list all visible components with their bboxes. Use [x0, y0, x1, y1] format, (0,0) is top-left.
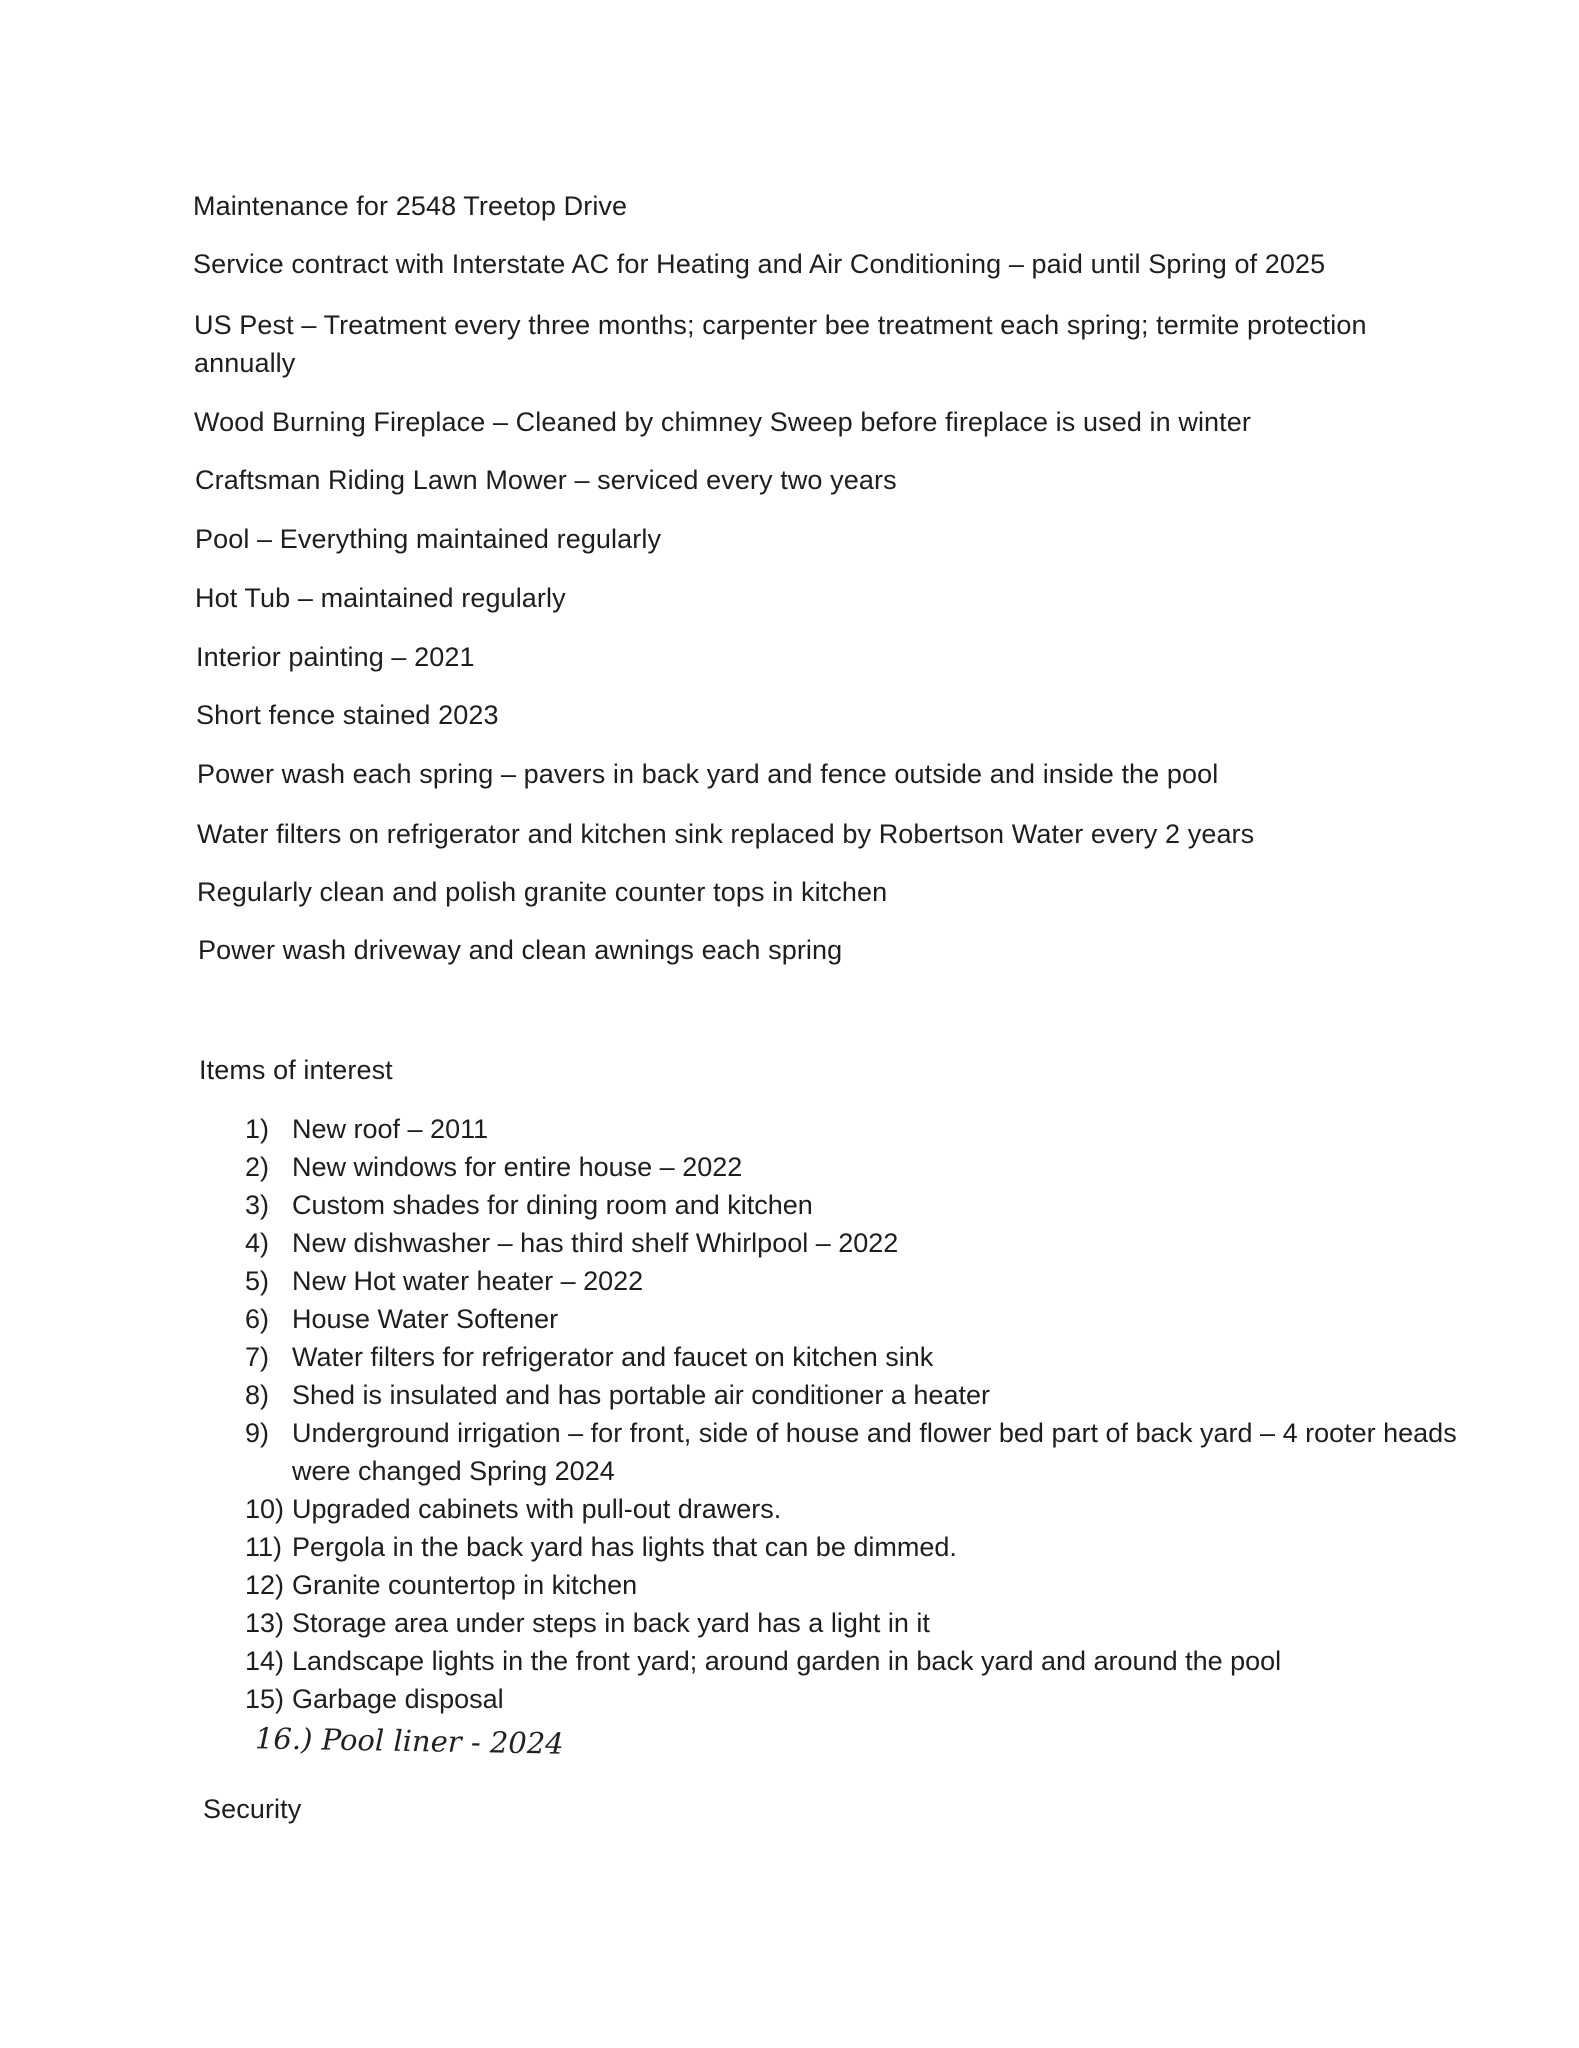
list-text: Water filters for refrigerator and faucet on kitchen sink: [292, 1342, 934, 1372]
maintenance-item: Hot Tub – maintained regularly: [195, 583, 566, 613]
list-number: 12): [245, 1570, 285, 1600]
list-number: 15): [245, 1684, 285, 1714]
maintenance-item: Short fence stained 2023: [196, 700, 499, 730]
handwritten-note: 16.) Pool liner - 2024: [254, 1721, 564, 1761]
list-text: Storage area under steps in back yard has a light in it: [292, 1608, 930, 1638]
list-number: 11): [245, 1532, 283, 1562]
list-number: 3): [245, 1190, 270, 1220]
list-number: 9): [245, 1418, 270, 1448]
list-text: Landscape lights in the front yard; around garden in back yard and around the pool: [292, 1646, 1282, 1676]
maintenance-item: Craftsman Riding Lawn Mower – serviced every two years: [195, 465, 897, 495]
list-number: 6): [245, 1304, 270, 1334]
maintenance-item: Regularly clean and polish granite counter tops in kitchen: [197, 877, 888, 907]
list-text: New dishwasher – has third shelf Whirlpool – 2022: [292, 1228, 899, 1258]
list-number: 2): [245, 1152, 270, 1182]
maintenance-item: Pool – Everything maintained regularly: [195, 524, 662, 554]
list-number: 7): [245, 1342, 270, 1372]
maintenance-item: Interior painting – 2021: [196, 642, 475, 672]
list-text: Custom shades for dining room and kitchen: [292, 1190, 813, 1220]
items-of-interest-heading: Items of interest: [199, 1055, 393, 1085]
list-number: 14): [245, 1646, 285, 1676]
list-text: New Hot water heater – 2022: [292, 1266, 644, 1296]
list-text: House Water Softener: [292, 1304, 559, 1334]
document-title: Maintenance for 2548 Treetop Drive: [193, 191, 628, 221]
list-number: 4): [245, 1228, 270, 1258]
security-heading: Security: [203, 1794, 302, 1824]
list-text: Pergola in the back yard has lights that can be dimmed.: [292, 1532, 957, 1562]
list-number: 8): [245, 1380, 270, 1410]
maintenance-item: Power wash driveway and clean awnings each spring: [198, 935, 843, 965]
list-number: 5): [245, 1266, 270, 1296]
list-text: Shed is insulated and has portable air conditioner a heater: [292, 1380, 990, 1410]
list-text: Granite countertop in kitchen: [292, 1570, 638, 1600]
maintenance-item: Service contract with Interstate AC for Heating and Air Conditioning – paid until Spring of 2025: [193, 249, 1326, 279]
list-number: 10): [245, 1494, 285, 1524]
maintenance-item: Power wash each spring – pavers in back yard and fence outside and inside the pool: [197, 759, 1219, 789]
list-text: New roof – 2011: [292, 1114, 489, 1144]
maintenance-item: US Pest – Treatment every three months; carpenter bee treatment each spring; termite protection annually: [194, 310, 1367, 378]
list-text: New windows for entire house – 2022: [292, 1152, 743, 1182]
list-text: Garbage disposal: [292, 1684, 504, 1714]
list-text: Underground irrigation – for front, side of house and flower bed part of back yard – 4 rooter heads were changed Spring 2024: [292, 1418, 1457, 1486]
list-text: Upgraded cabinets with pull-out drawers.: [292, 1494, 782, 1524]
list-number: 13): [245, 1608, 285, 1638]
list-number: 1): [245, 1114, 270, 1144]
maintenance-item: Wood Burning Fireplace – Cleaned by chimney Sweep before fireplace is used in winter: [194, 407, 1251, 437]
maintenance-item: Water filters on refrigerator and kitchen sink replaced by Robertson Water every 2 years: [197, 819, 1255, 849]
